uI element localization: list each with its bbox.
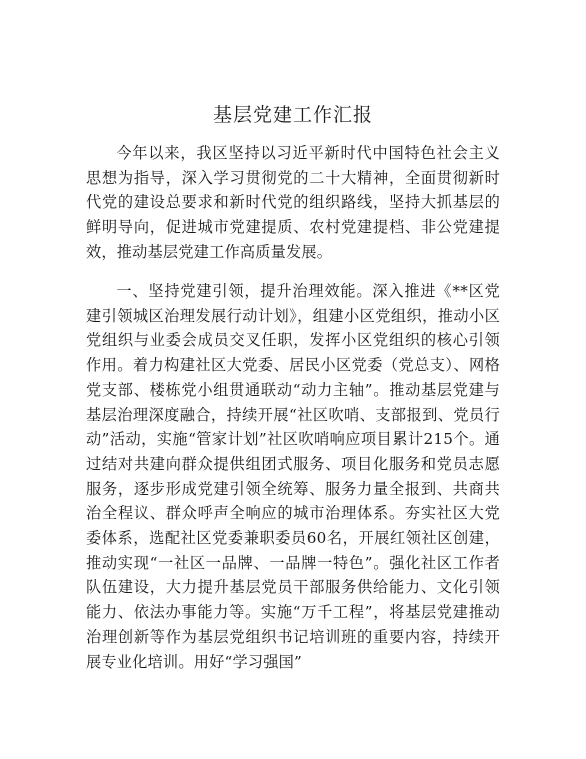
paragraph-section-one: 一、坚持党建引领，提升治理效能。深入推进《**区党建引领城区治理发展行动计划》，组建小区党组织，推动小区党组织与业委会成员交叉任职，发挥小区党组织的核心引领作用。着力构建社区大党委、居民小区党委（党总支）、网格党支部、楼栋党小组贯通联动“动力主轴”。推动基层党建与基层治理深度融合，持续开展“社区吹哨、支部报到、党员行动”活动，实施“管家计划”社区吹哨响应项目累计215个。通过结对共建向群众提供组团式服务、项目化服务和党员志愿服务，逐步形成党建引领全统筹、服务力量全报到、共商共治全程议、群众呼声全响应的城市治理体系。夯实社区大党委体系，选配社区党委兼职委员60名，开展红领社区创建，推动实现“一社区一品牌、一品牌一特色”。强化社区工作者队伍建设，大力提升基层党员干部服务供给能力、文化引领能力、依法办事能力等。实施“万千工程”，将基层党建推动治理创新等作为基层党组织书记培训班的重要内容，持续开展专业化培训。用好“学习强国” <box>86 282 500 671</box>
document-title: 基层党建工作汇报 <box>212 104 373 126</box>
paragraph-intro: 今年以来，我区坚持以习近平新时代中国特色社会主义思想为指导，深入学习贯彻党的二十大精神，全面贯彻新时代党的建设总要求和新时代党的组织路线，坚持大抓基层的鲜明导向，促进城市党建提质、农村党建提档、非公党建提效，推动基层党建工作高质量发展。 <box>86 144 500 261</box>
